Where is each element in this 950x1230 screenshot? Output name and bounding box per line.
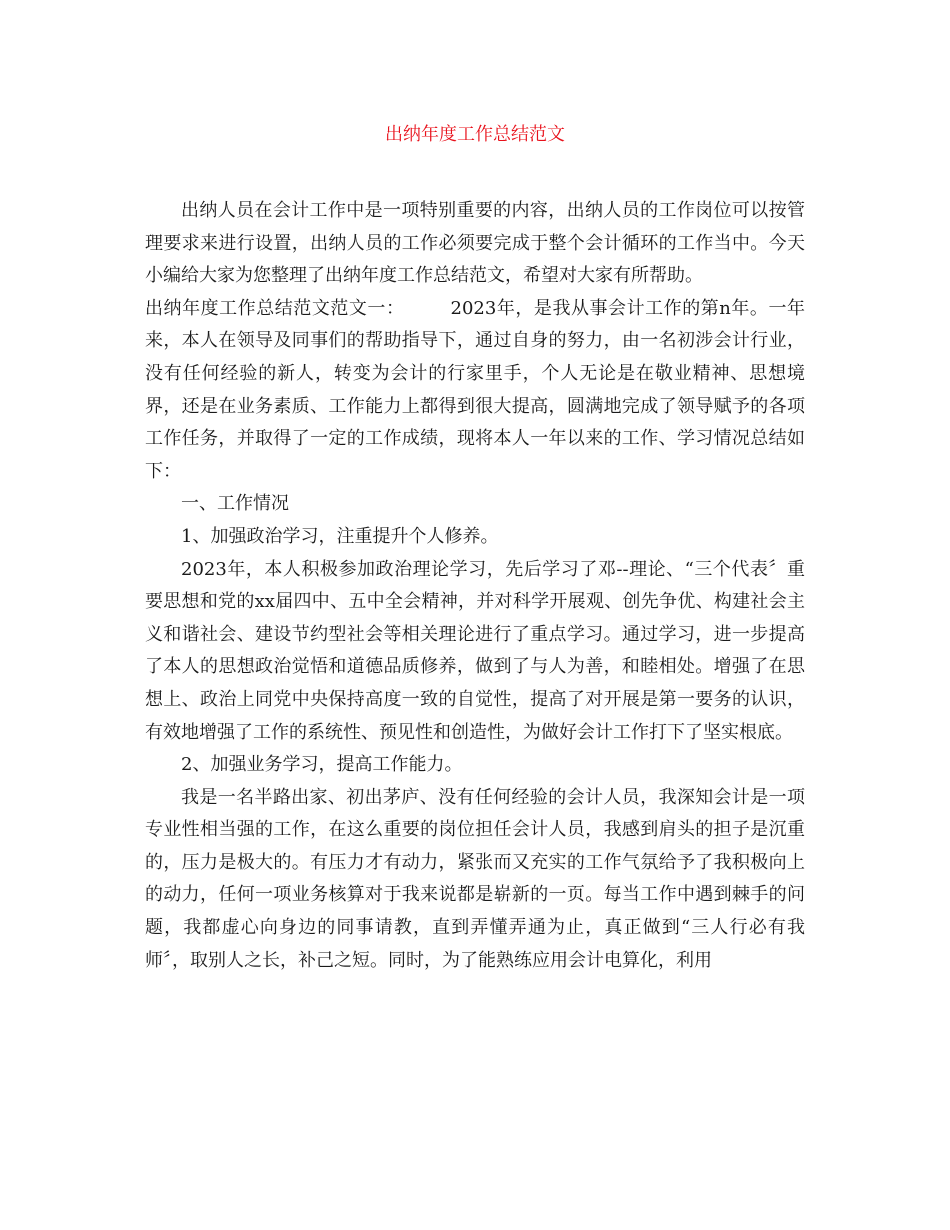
item-2-heading: 2、加强业务学习，提高工作能力。 xyxy=(181,754,463,776)
sample-heading: 出纳年度工作总结范文范文一： xyxy=(145,297,405,319)
item-2-body: 我是一名半路出家、初出茅庐、没有任何经验的会计人员，我深知会计是一项专业性相当强的工作，在这么重要的岗位担任会计人员，我感到肩头的担子是沉重的，压力是极大的。有压力才有动力，紧张而又充实的工作气氛给予了我积极向上的动力，任何一项业务核算对于我来说都是崭新的一页。每当工作中遇到棘手的问题，我都虚心向身边的同事请教，直到弄懂弄通为止，真正做到“三人行必有我师〞，取别人之长，补己之短。同时，为了能熟练应用会计电算化，利用 xyxy=(145,786,805,971)
document-title: 出纳年度工作总结范文 xyxy=(385,124,565,145)
item-1-heading: 1、加强政治学习，注重提升个人修养。 xyxy=(181,525,499,547)
document-body xyxy=(145,195,805,977)
intro-paragraph: 出纳人员在会计工作中是一项特别重要的内容，出纳人员的工作岗位可以按管理要求来进行设置，出纳人员的工作必须要完成于整个会计循环的工作当中。今天小编给大家为您整理了出纳年度工作总结范文，希望对大家有所帮助。 xyxy=(145,200,805,287)
item-1-body: 2023年，本人积极参加政治理论学习，先后学习了邓--理论、“三个代表〞重要思想和党的xx届四中、五中全会精神，并对科学开展观、创先争优、构建社会主义和谐社会、建设节约型社会等相关理论进行了重点学习。通过学习，进一步提高了本人的思想政治觉悟和道德品质修养，做到了与人为善，和睦相处。增强了在思想上、政治上同党中央保持高度一致的自觉性，提高了对开展是第一要务的认识，有效地增强了工作的系统性、预见性和创造性，为做好会计工作打下了坚实根底。 xyxy=(145,558,805,743)
sample-paragraph xyxy=(145,293,805,489)
sample-intro: 2023年，是我从事会计工作的第n年。一年来，本人在领导及同事们的帮助指导下，通过自身的努力，由一名初涉会计行业，没有任何经验的新人，转变为会计的行家里手，个人无论是在敬业精神、思想境界，还是在业务素质、工作能力上都得到很大提高，圆满地完成了领导赋予的各项工作任务，并取得了一定的工作成绩，现将本人一年以来的工作、学习情况总结如下： xyxy=(145,297,805,482)
section-heading: 一、工作情况 xyxy=(181,493,289,515)
